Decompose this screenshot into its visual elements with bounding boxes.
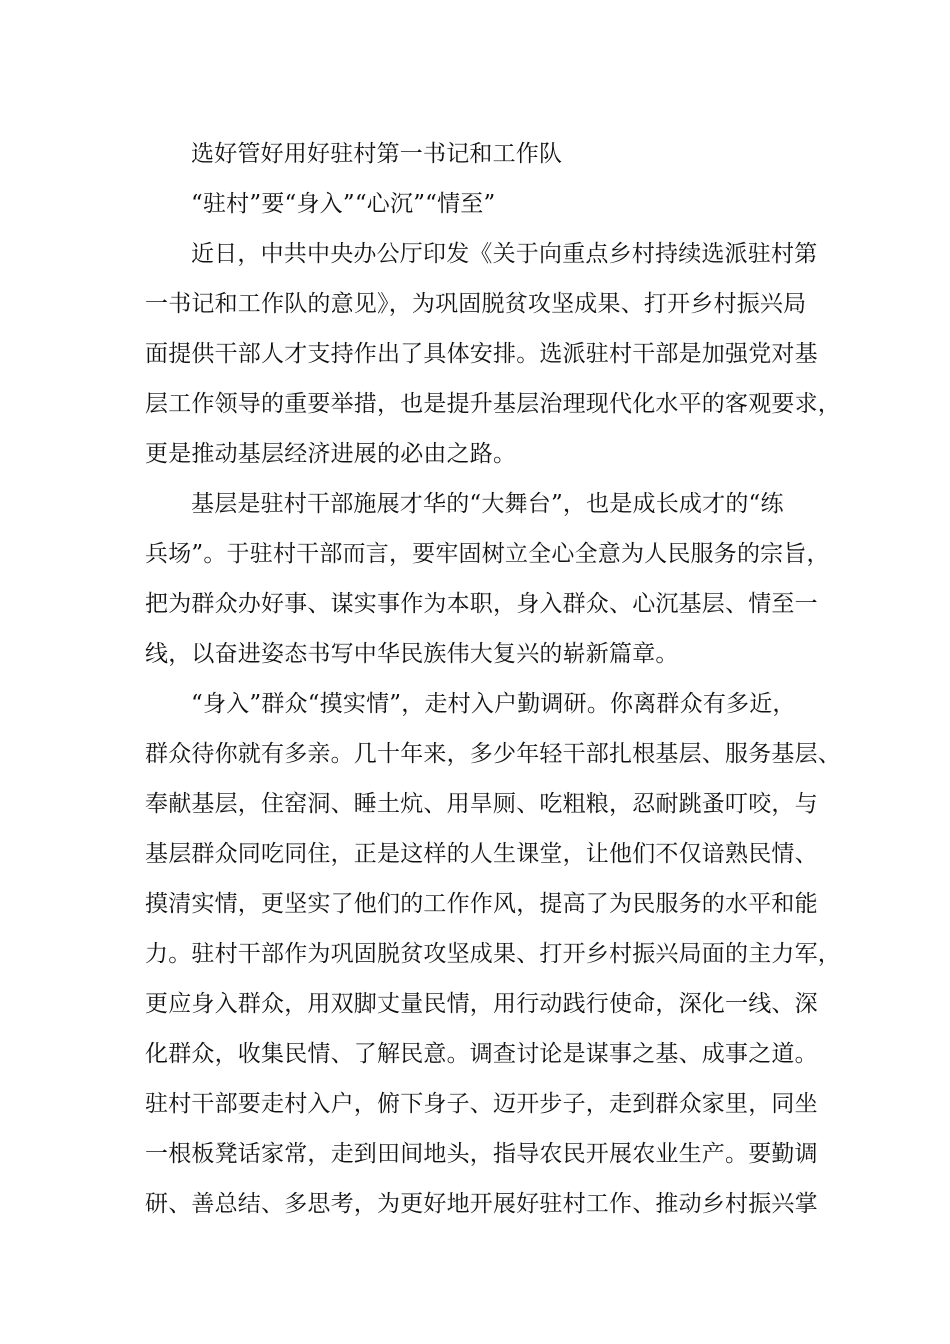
paragraph-line: 群众待你就有多亲。几十年来，多少年轻干部扎根基层、服务基层、 bbox=[145, 741, 841, 767]
paragraph-line: 研、善总结、多思考，为更好地开展好驻村工作、推动乡村振兴掌 bbox=[145, 1191, 818, 1217]
paragraph-line: “身入”群众“摸实情”，走村入户勤调研。你离群众有多近， bbox=[191, 691, 796, 717]
paragraph-line: 一根板凳话家常，走到田间地头，指导农民开展农业生产。要勤调 bbox=[145, 1141, 818, 1167]
document-subtitle: “驻村”要“身入”“心沉”“情至” bbox=[191, 191, 496, 217]
paragraph-line: 奉献基层，住窑洞、睡土炕、用旱厕、吃粗粮，忍耐跳蚤叮咬，与 bbox=[145, 791, 818, 817]
paragraph-line: 把为群众办好事、谋实事作为本职，身入群众、心沉基层、情至一 bbox=[145, 591, 818, 617]
paragraph-line: 一书记和工作队的意见》，为巩固脱贫攻坚成果、打开乡村振兴局 bbox=[145, 291, 807, 317]
paragraph-line: 近日，中共中央办公厅印发《关于向重点乡村持续选派驻村第 bbox=[191, 241, 818, 267]
paragraph-line: 层工作领导的重要举措，也是提升基层治理现代化水平的客观要求， bbox=[145, 391, 841, 417]
paragraph-line: 摸清实情，更坚实了他们的工作作风，提高了为民服务的水平和能 bbox=[145, 891, 818, 917]
paragraph-line: 驻村干部要走村入户，俯下身子、迈开步子，走到群众家里，同坐 bbox=[145, 1091, 818, 1117]
paragraph-line: 面提供干部人才支持作出了具体安排。选派驻村干部是加强党对基 bbox=[145, 341, 818, 367]
paragraph-line: 基层群众同吃同住，正是这样的人生课堂，让他们不仅谙熟民情、 bbox=[145, 841, 818, 867]
document-title: 选好管好用好驻村第一书记和工作队 bbox=[191, 141, 563, 167]
paragraph-line: 更应身入群众，用双脚丈量民情，用行动践行使命，深化一线、深 bbox=[145, 991, 818, 1017]
paragraph-line: 更是推动基层经济进展的必由之路。 bbox=[145, 441, 517, 467]
paragraph-line: 线，以奋进姿态书写中华民族伟大复兴的崭新篇章。 bbox=[145, 641, 679, 667]
paragraph-line: 基层是驻村干部施展才华的“大舞台”，也是成长成才的“练 bbox=[191, 491, 784, 517]
paragraph-line: 化群众，收集民情、了解民意。调查讨论是谋事之基、成事之道。 bbox=[145, 1041, 818, 1067]
paragraph-line: 力。驻村干部作为巩固脱贫攻坚成果、打开乡村振兴局面的主力军， bbox=[145, 941, 841, 967]
paragraph-line: 兵场”。于驻村干部而言，要牢固树立全心全意为人民服务的宗旨， bbox=[145, 541, 830, 567]
